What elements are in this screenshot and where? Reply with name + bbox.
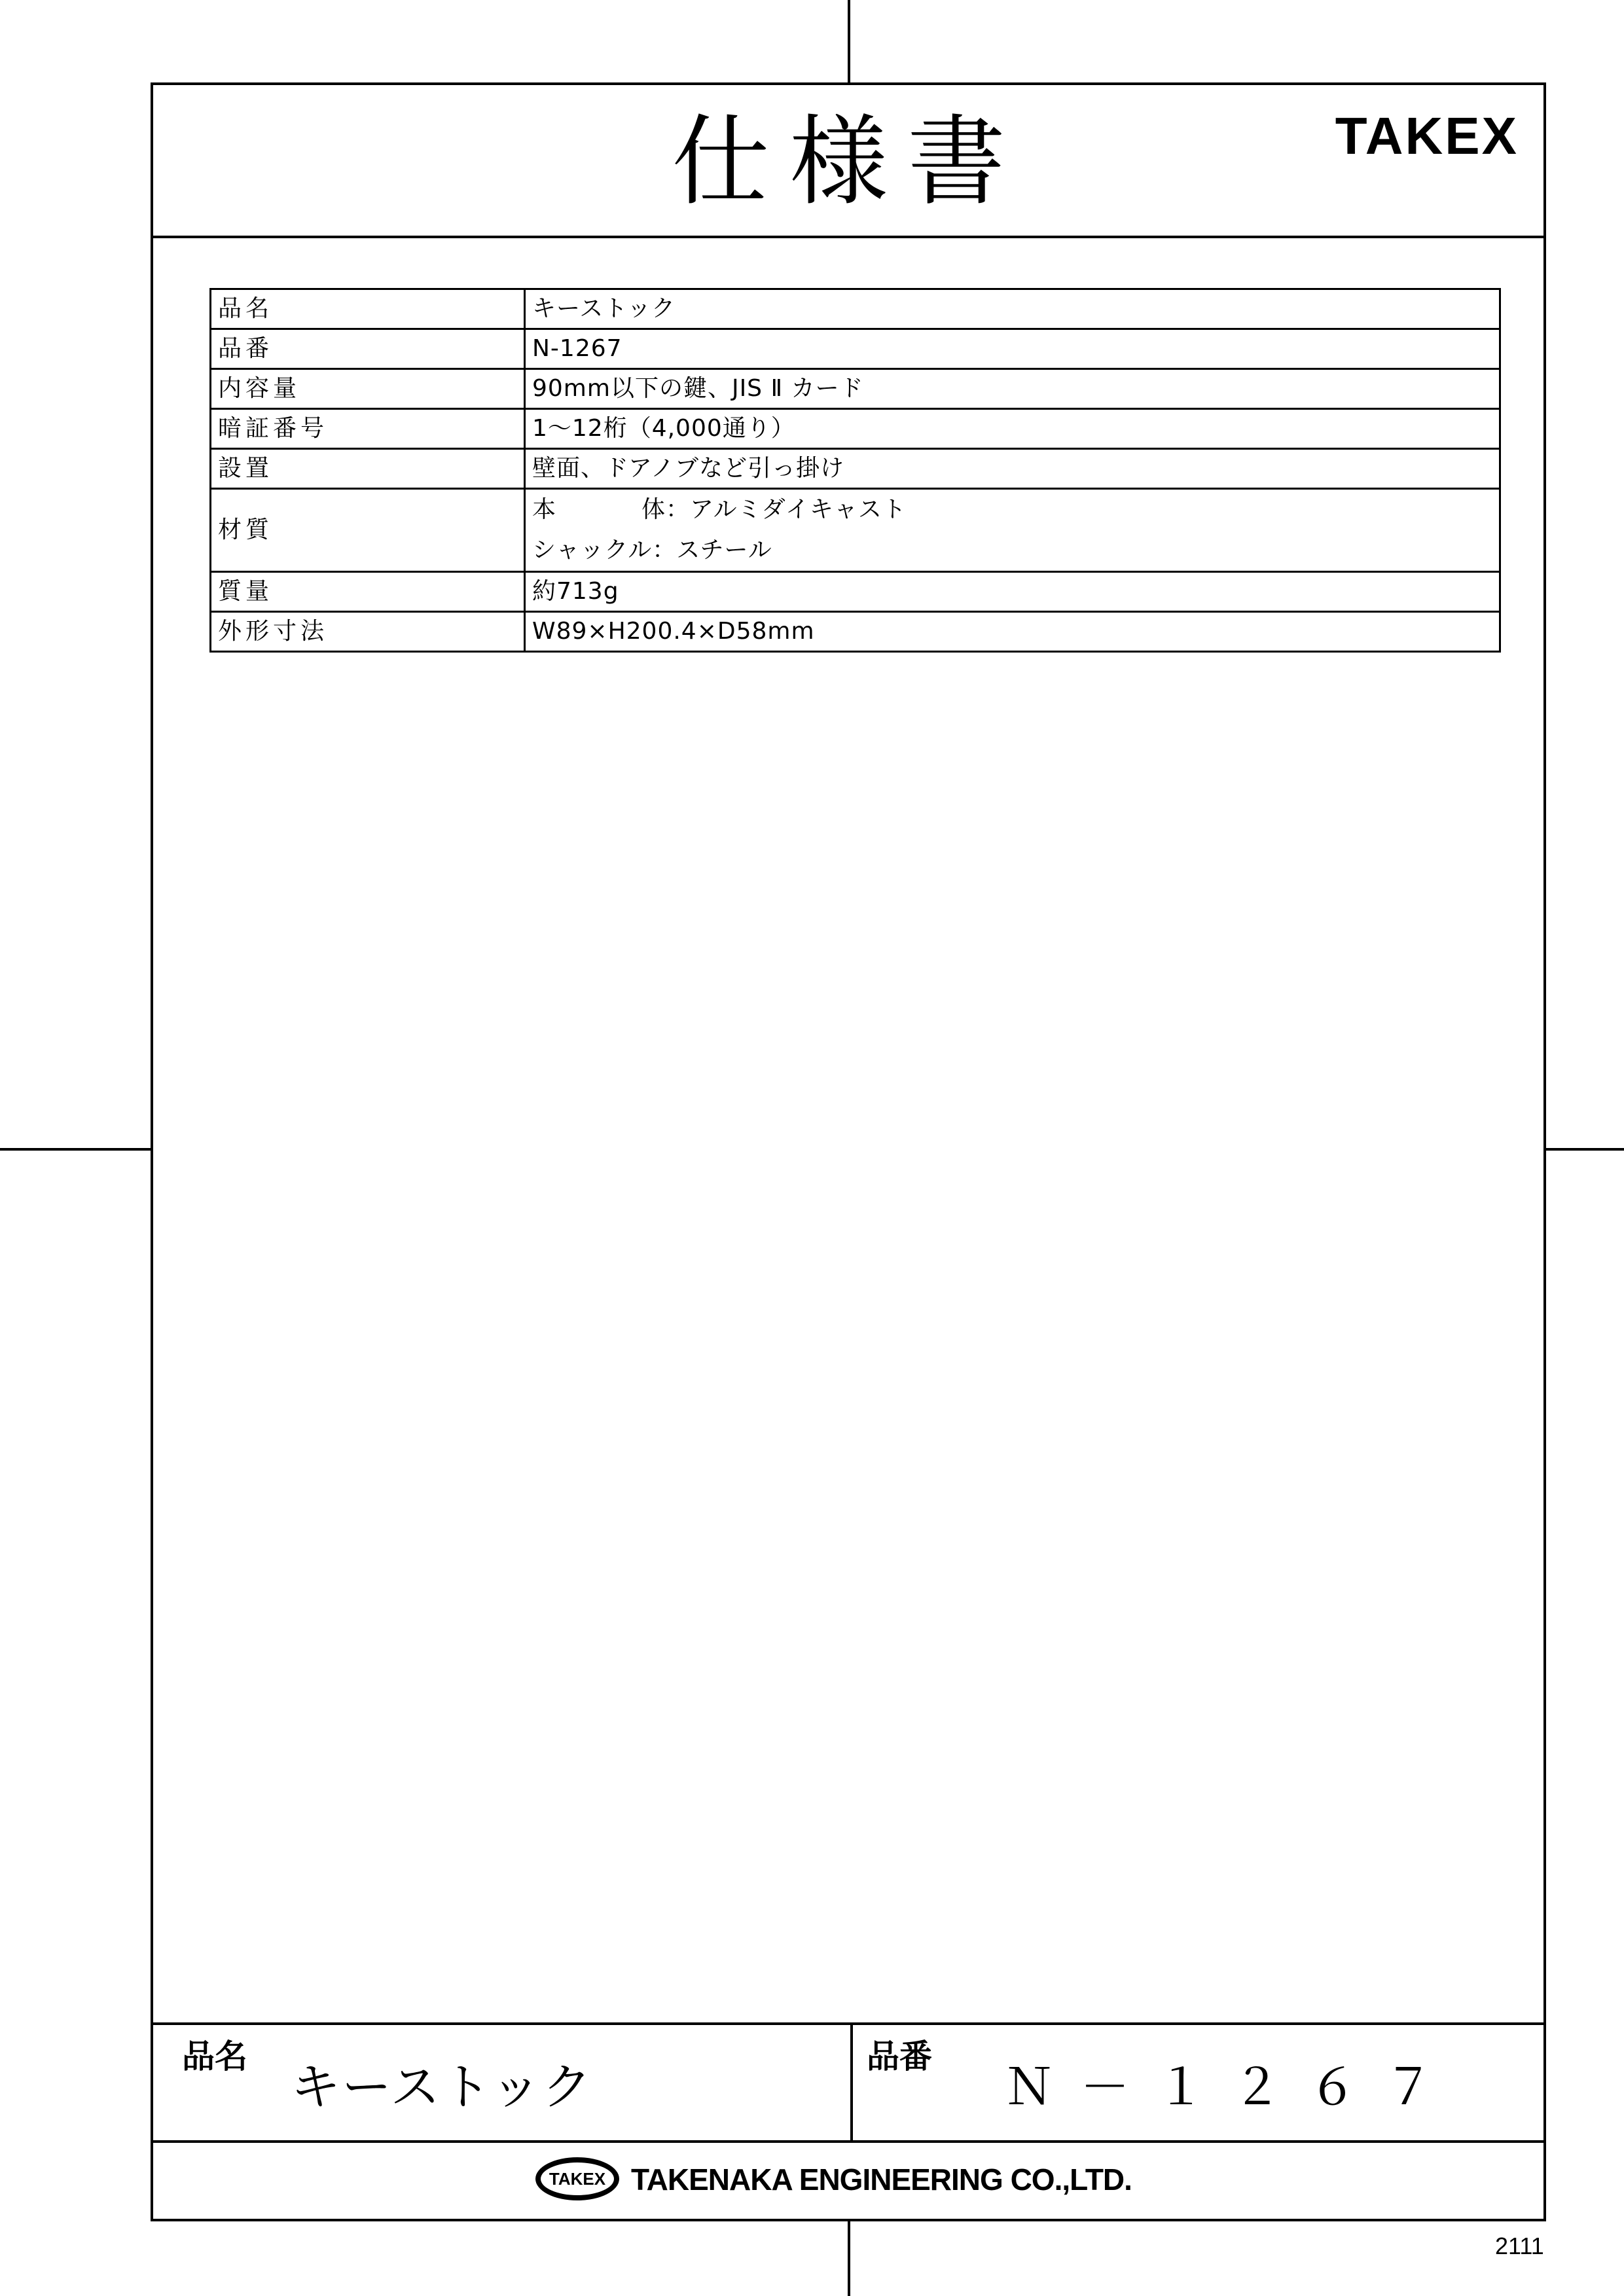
row-label-product-name: 品名 — [211, 289, 525, 329]
row-label-capacity: 内容量 — [211, 369, 525, 409]
footer-divider — [850, 2025, 853, 2143]
document-title: 仕様書 — [671, 105, 1025, 219]
footer-name-label: 品名 — [182, 2037, 247, 2075]
row-value-code: 1～12桁（4,000通り） — [525, 409, 1500, 449]
material-body-value: 体：アルミダイキャスト — [641, 496, 907, 523]
crop-mark-left — [0, 1148, 152, 1151]
sheet-header — [153, 85, 1543, 238]
row-value-product-name: キーストック — [525, 289, 1500, 329]
takex-badge-logo: TAKEX — [535, 2157, 619, 2200]
row-value-capacity: 90mm以下の鍵、JIS Ⅱ カード — [525, 369, 1500, 409]
row-value-dimensions: W89×H200.4×D58mm — [525, 612, 1500, 652]
row-label-part-number: 品番 — [211, 329, 525, 369]
table-row — [211, 329, 1500, 369]
company-name: TAKENAKA ENGINEERING CO.,LTD. — [631, 2162, 1132, 2197]
row-label-material: 材質 — [211, 489, 525, 572]
document-code: 2111 — [1495, 2233, 1544, 2259]
title-block — [153, 2022, 1543, 2219]
footer-number-label: 品番 — [867, 2037, 932, 2075]
row-value-part-number: N-1267 — [525, 329, 1500, 369]
row-label-dimensions: 外形寸法 — [211, 612, 525, 652]
table-row — [211, 572, 1500, 612]
title-block-row — [153, 2025, 1543, 2143]
row-label-weight: 質量 — [211, 572, 525, 612]
table-row — [211, 489, 1500, 572]
footer-name-value: キーストック — [291, 2058, 593, 2116]
row-value-installation: 壁面、ドアノブなど引っ掛け — [525, 449, 1500, 489]
crop-mark-top — [848, 0, 850, 84]
table-row — [211, 289, 1500, 329]
footer-number-value: Ｎ－１２６７ — [1004, 2058, 1460, 2116]
company-row — [153, 2143, 1543, 2219]
material-body-key: 本 — [532, 496, 557, 523]
spec-table — [209, 288, 1501, 653]
table-row — [211, 369, 1500, 409]
table-row — [211, 449, 1500, 489]
table-row — [211, 409, 1500, 449]
material-shackle-line: シャックル：スチール — [532, 537, 772, 564]
table-row — [211, 612, 1500, 652]
row-label-code: 暗証番号 — [211, 409, 525, 449]
material-body-line — [532, 490, 1492, 530]
row-value-material — [525, 489, 1500, 572]
row-label-installation: 設置 — [211, 449, 525, 489]
row-value-weight: 約713g — [525, 572, 1500, 612]
crop-mark-right — [1544, 1148, 1624, 1151]
spec-sheet-frame — [151, 82, 1546, 2221]
takex-logo: TAKEX — [1335, 107, 1519, 165]
crop-mark-bottom — [848, 2219, 850, 2296]
